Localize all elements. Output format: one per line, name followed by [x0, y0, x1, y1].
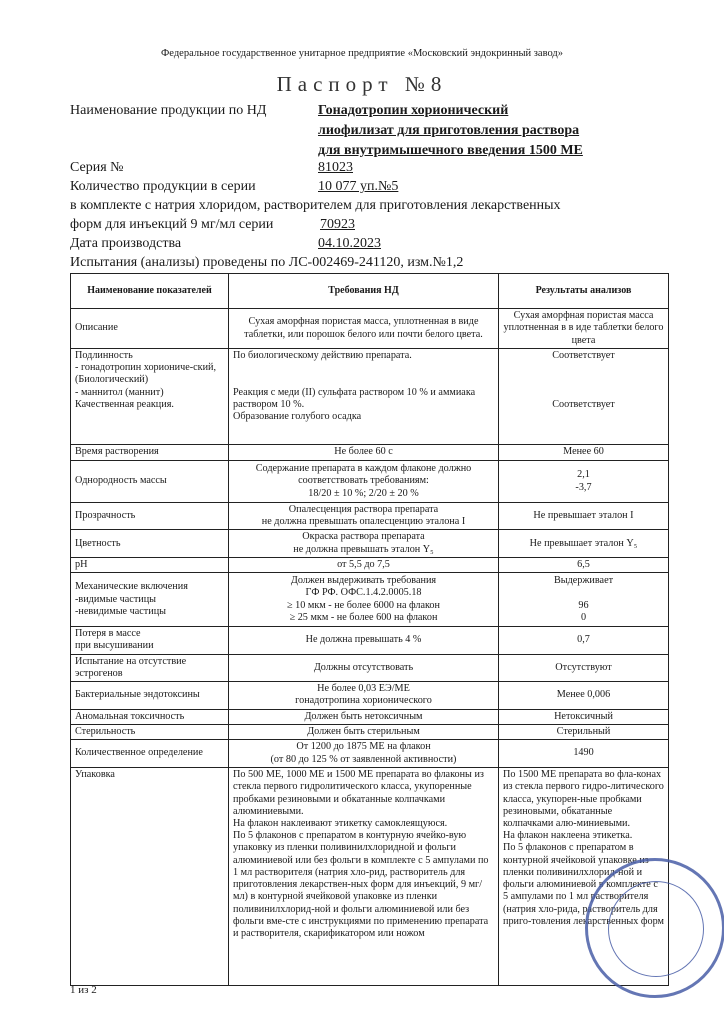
header-requirements: Требования НД [229, 274, 499, 309]
production-date-label: Дата производства [70, 236, 182, 251]
row-result: Нетоксичный [499, 709, 669, 724]
kit-series-value: 70923 [320, 217, 355, 232]
specification-table [70, 273, 669, 986]
series-label: Серия № [70, 160, 124, 175]
official-stamp [585, 858, 724, 998]
row-requirement: от 5,5 до 7,5 [229, 557, 499, 572]
row-requirement: Должен быть нетоксичным [229, 709, 499, 724]
table-row [71, 709, 669, 724]
table-row [71, 530, 669, 557]
row-name: Бактериальные эндотоксины [71, 682, 229, 709]
kit-line-1: в комплекте с натрия хлоридом, растворителем для приготовления лекарственных [70, 198, 561, 213]
row-name: Испытание на отсутствие эстрогенов [71, 654, 229, 681]
row-result: 2,1 -3,7 [499, 461, 669, 503]
row-name: Механические включения -видимые частицы -невидимые частицы [71, 573, 229, 627]
table-row [71, 768, 669, 986]
table-row [71, 573, 669, 627]
row-result: 0,7 [499, 627, 669, 654]
row-result: Не превышает эталон I [499, 503, 669, 530]
product-name-line-1: Гонадотропин хорионический [318, 103, 509, 118]
table-row [71, 682, 669, 709]
row-name: Описание [71, 309, 229, 349]
series-value: 81023 [318, 160, 353, 175]
table-row [71, 309, 669, 349]
row-requirement: Содержание препарата в каждом флаконе должно соответствовать требованиям: 18/20 ± 10 %; 2/20 ± 20 % [229, 461, 499, 503]
document-title: Паспорт №8 [276, 72, 448, 96]
quantity-value: 10 077 уп.№5 [318, 179, 399, 194]
row-requirement: Должен выдерживать требования ГФ РФ. ОФС.1.4.2.0005.18 ≥ 10 мкм - не более 6000 на флакон ≥ 25 мкм - не более 600 на флакон [229, 573, 499, 627]
row-result: Менее 60 [499, 445, 669, 461]
product-name-line-2: лиофилизат для приготовления раствора [318, 123, 580, 138]
table-row [71, 445, 669, 461]
organization-name: Федеральное государственное унитарное предприятие «Московский эндокринный завод» [161, 48, 563, 59]
row-requirement: Должен быть стерильным [229, 724, 499, 739]
row-requirement: По 500 МЕ, 1000 МЕ и 1500 МЕ препарата во флаконы из стекла первого гидролитического класса, укупоренные пробками резиновыми и обкатанные колпачками алюминиевыми. На флакон наклеивают этикетку самоклеящуюся. По 5 флаконов с препаратом в контурную ячейко-вую упаковку из пленки поливинилхлоридной и фольги алюминиевой или без фольги в комплекте с 5 ампулами по 1 мл растворителя (натрия хло-рид, растворитель для приготовления лекарствен-ных форм для инъекций, 9 мг/мл) в контурной ячейковой упаковке из пленки поливинилхлорид-ной и фольги алюминиевой или без фольги вме-сте с инструкциями по применению препарата и растворителя, скарификатором или ножом [229, 768, 499, 986]
table-row [71, 627, 669, 654]
table-row [71, 724, 669, 739]
row-requirement: Окраска раствора препарата не должна превышать эталон Y₅ [229, 530, 499, 557]
production-date-value: 04.10.2023 [318, 236, 381, 251]
row-name: Прозрачность [71, 503, 229, 530]
row-name: Упаковка [71, 768, 229, 986]
row-result: Менее 0,006 [499, 682, 669, 709]
row-name: Подлинность - гонадотропин хориониче-ский, (Биологический) - маннитол (маннит) Качественная реакция. [71, 349, 229, 445]
table-row [71, 503, 669, 530]
row-requirement: Сухая аморфная пористая масса, уплотненная в виде таблетки, или порошок белого или почти белого цвета. [229, 309, 499, 349]
product-name-line-3: для внутримышечного введения 1500 МЕ [318, 143, 583, 158]
row-requirement: Не более 60 с [229, 445, 499, 461]
row-name: pH [71, 557, 229, 572]
table-row [71, 654, 669, 681]
table-row [71, 557, 669, 572]
row-result: 1490 [499, 740, 669, 768]
row-requirement: Должны отсутствовать [229, 654, 499, 681]
row-result: Соответствует Соответствует [499, 349, 669, 445]
page-number: 1 из 2 [70, 984, 97, 996]
table-row [71, 461, 669, 503]
row-requirement: Опалесценция раствора препарата не должна превышать опалесценцию эталона I [229, 503, 499, 530]
row-result: Сухая аморфная пористая масса уплотненная в в иде таблетки белого цвета [499, 309, 669, 349]
table-row [71, 349, 669, 445]
header-name: Наименование показателей [71, 274, 229, 309]
row-requirement: Не должна превышать 4 % [229, 627, 499, 654]
header-results: Результаты анализов [499, 274, 669, 309]
product-name-label: Наименование продукции по НД [70, 103, 267, 118]
row-name: Аномальная токсичность [71, 709, 229, 724]
row-result: Не превышает эталон Y₅ [499, 530, 669, 557]
row-name: Однородность массы [71, 461, 229, 503]
row-name: Количественное определение [71, 740, 229, 768]
row-result: По 1500 МЕ препарата во фла-конах из стекла первого гидро-литического класса, укупорен-ные пробками резиновыми, обкатанные колпачками алю-миниевыми. На флакон наклеена этикетка. По 5 флаконов с препаратом в контурной ячейковой упаковке из пленки поливинилхлорид-ной и фольги алюминиевой в комплекте с 5 ампулами по 1 мл растворителя (натрия хло-рида, растворитель для приго-товления лекарственных форм [499, 768, 669, 986]
row-requirement: По биологическому действию препарата. Реакция с меди (II) сульфата раствором 10 % и аммиака раствором 10 %. Образование голубого осадка [229, 349, 499, 445]
table-row [71, 740, 669, 768]
row-name: Потеря в массе при высушивании [71, 627, 229, 654]
tests-line: Испытания (анализы) проведены по ЛС-002469-241120, изм.№1,2 [70, 255, 464, 270]
kit-line-2: форм для инъекций 9 мг/мл серии [70, 217, 274, 232]
row-result: Стерильный [499, 724, 669, 739]
row-result: 6,5 [499, 557, 669, 572]
table-header-row [71, 274, 669, 309]
quantity-label: Количество продукции в серии [70, 179, 256, 194]
row-name: Стерильность [71, 724, 229, 739]
row-name: Цветность [71, 530, 229, 557]
row-result: Отсутствуют [499, 654, 669, 681]
row-name: Время растворения [71, 445, 229, 461]
row-requirement: От 1200 до 1875 МЕ на флакон (от 80 до 125 % от заявленной активности) [229, 740, 499, 768]
row-requirement: Не более 0,03 ЕЭ/МЕ гонадотропина хорионического [229, 682, 499, 709]
row-result: Выдерживает 96 0 [499, 573, 669, 627]
